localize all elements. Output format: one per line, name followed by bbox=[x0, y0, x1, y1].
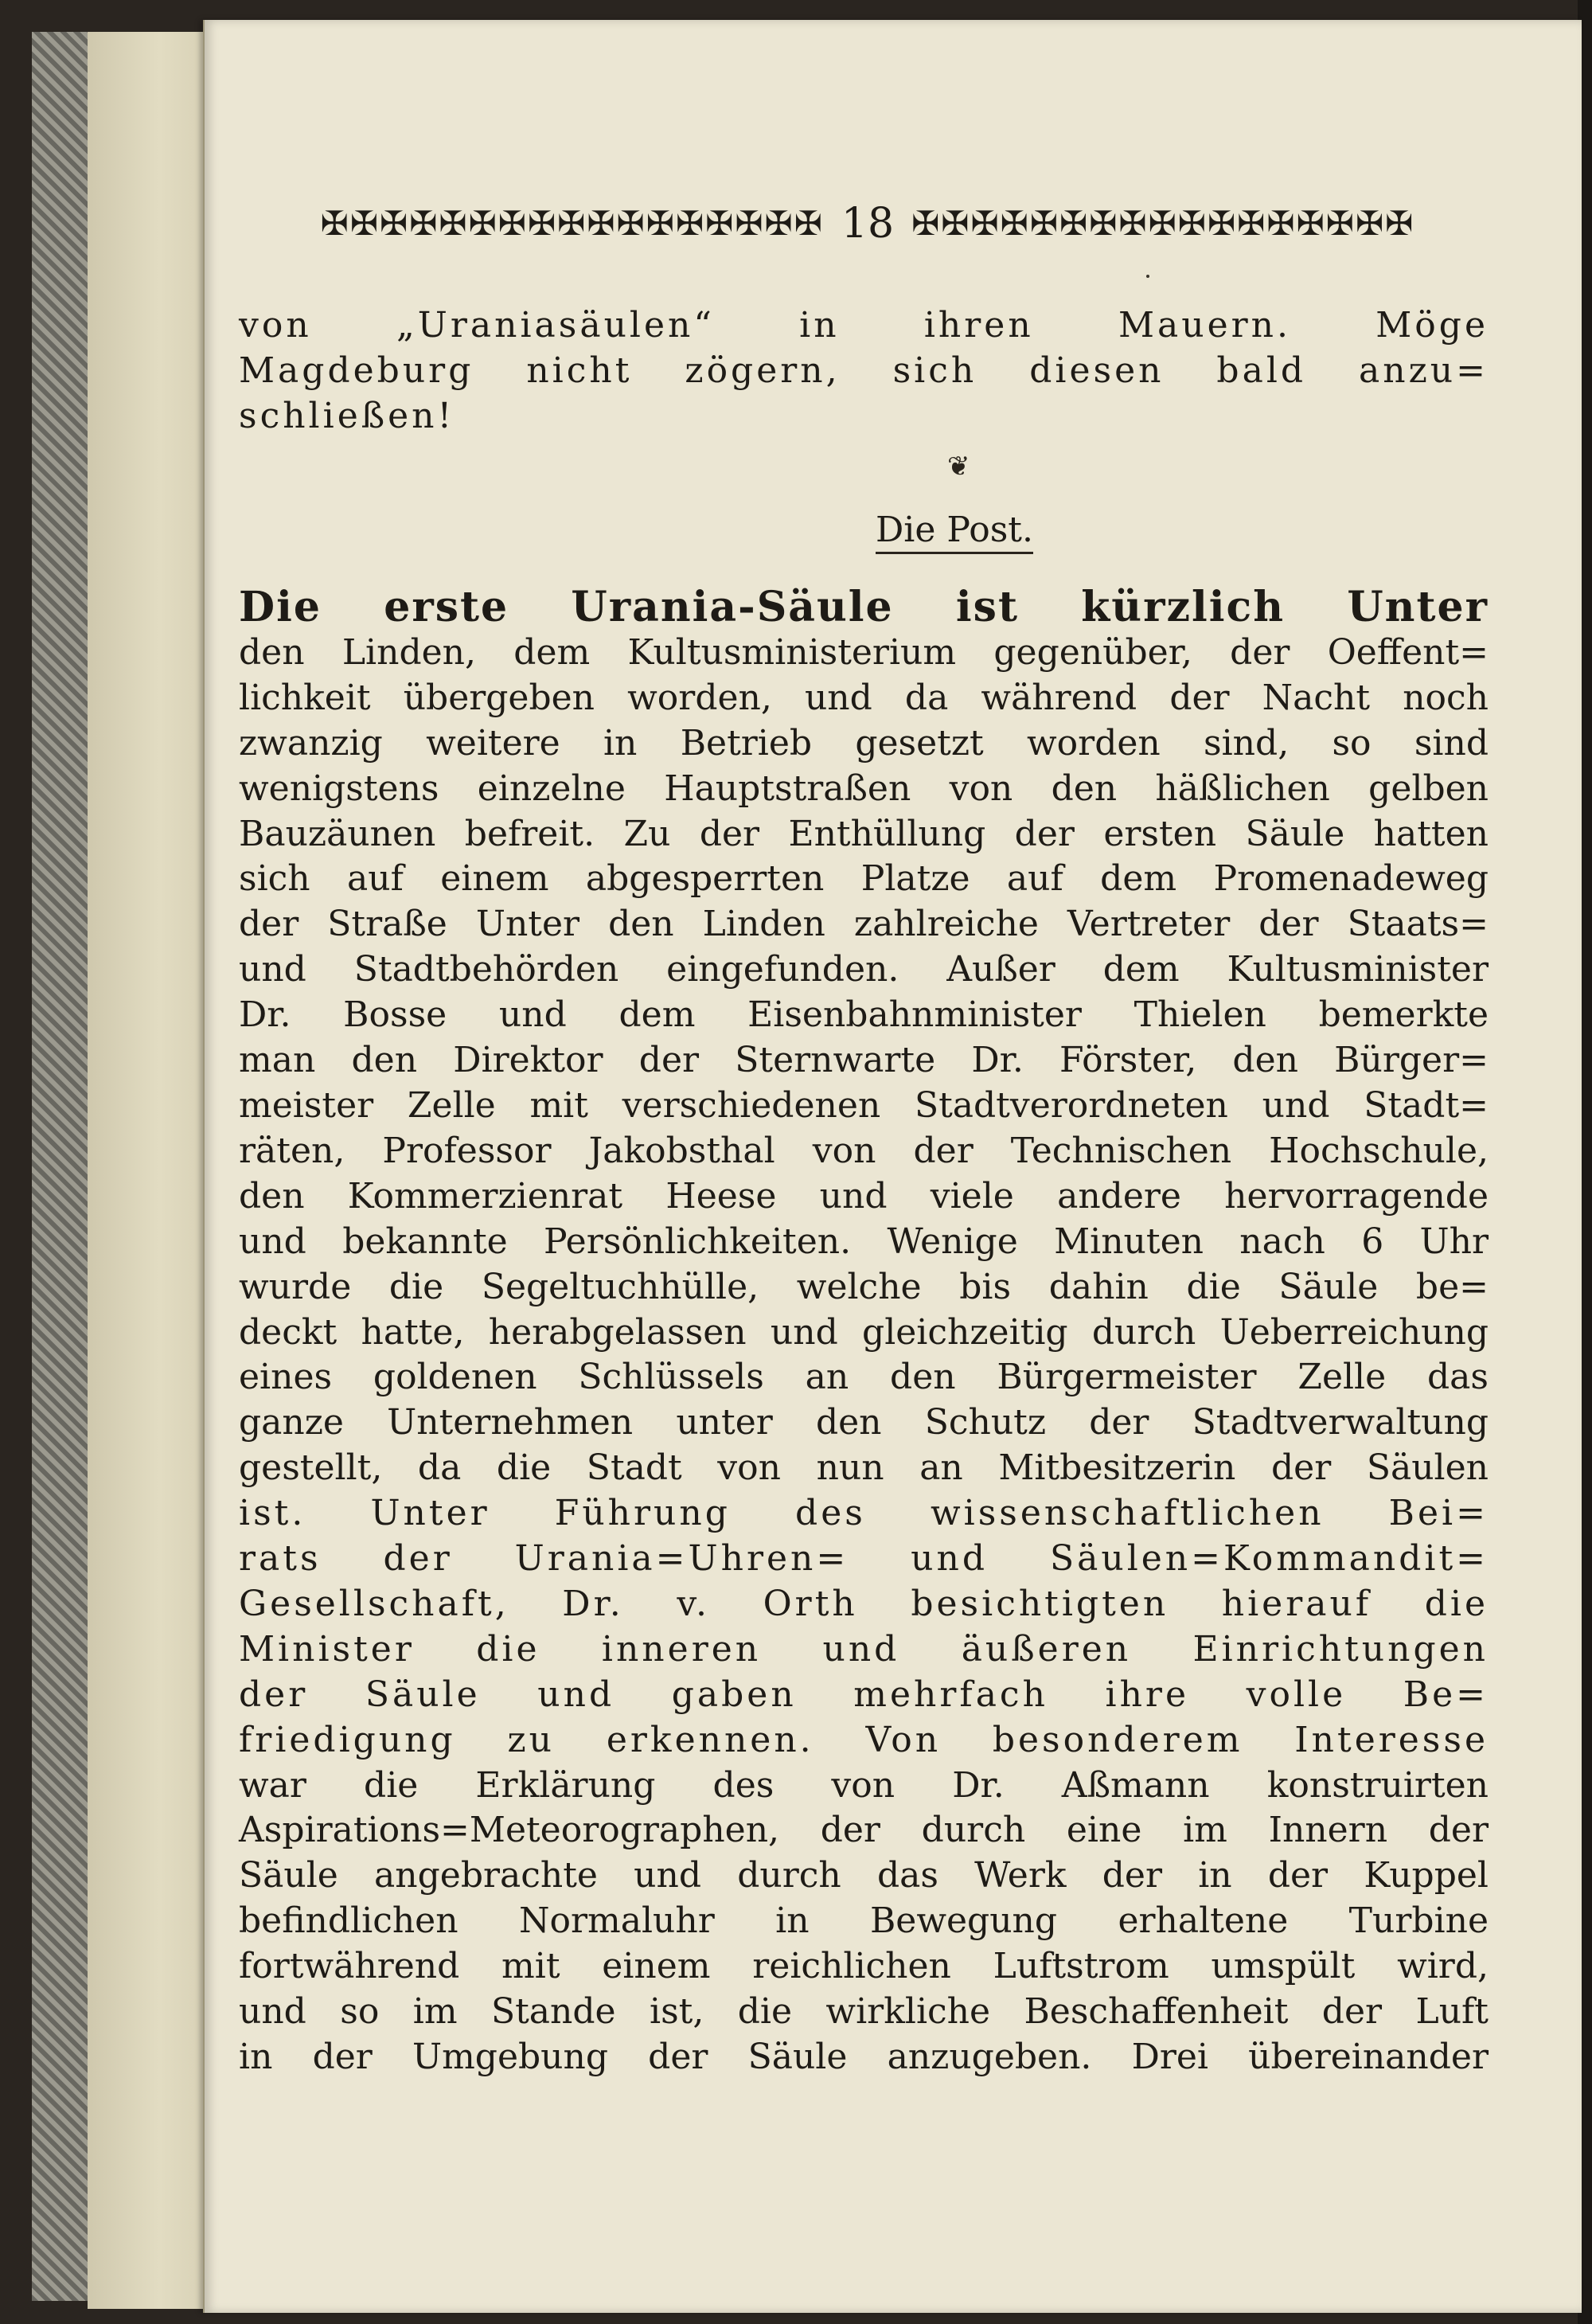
text-line: sich auf einem abgesperrten Platze auf dem Promenadeweg bbox=[239, 858, 1489, 900]
previous-page-edge bbox=[88, 32, 208, 2309]
text-line: man den Direktor der Sternwarte Dr. Förster, den Bürger= bbox=[239, 1040, 1489, 1081]
intro-paragraph bbox=[239, 303, 1489, 439]
text-line: Bauzäunen befreit. Zu der Enthüllung der ersten Säule hatten bbox=[239, 813, 1489, 854]
ink-speck bbox=[1146, 275, 1149, 278]
text-line: befindlichen Normaluhr in Bewegung erhaltene Turbine bbox=[239, 1900, 1489, 1942]
text-line: räten, Professor Jakobsthal von der Technischen Hochschule, bbox=[239, 1130, 1489, 1171]
text-line: wurde die Segeltuchhülle, welche bis dahin die Säule be= bbox=[239, 1266, 1489, 1307]
text-line: eines goldenen Schlüssels an den Bürgermeister Zelle das bbox=[239, 1357, 1489, 1398]
header-ornament-right: ✠✠✠✠✠✠✠✠✠✠✠✠✠✠✠✠✠ bbox=[911, 204, 1415, 243]
text-line: ganze Unternehmen unter den Schutz der Stadtverwaltung bbox=[239, 1402, 1489, 1443]
text-line: und bekannte Persönlichkeiten. Wenige Minuten nach 6 Uhr bbox=[239, 1221, 1489, 1262]
header-ornament-left: ✠✠✠✠✠✠✠✠✠✠✠✠✠✠✠✠✠ bbox=[320, 204, 824, 243]
text-line: den Linden, dem Kultusministerium gegenüber, der Oeffent= bbox=[239, 631, 1489, 673]
book-binding bbox=[32, 32, 90, 2301]
text-line: meister Zelle mit verschiedenen Stadtverordneten und Stadt= bbox=[239, 1084, 1489, 1126]
text-line: und so im Stande ist, die wirkliche Beschaffenheit der Luft bbox=[239, 1991, 1489, 2033]
text-line: Minister die inneren und äußeren Einrichtungen bbox=[239, 1628, 1489, 1670]
text-line: Magdeburg nicht zögern, sich diesen bald anzu= bbox=[239, 350, 1489, 391]
text-line: lichkeit übergeben worden, und da während der Nacht noch bbox=[239, 677, 1489, 718]
text-line: der Säule und gaben mehrfach ihre volle Be= bbox=[239, 1674, 1489, 1715]
section-title: Die Post. bbox=[876, 510, 1033, 554]
text-line: friedigung zu erkennen. Von besonderem Interesse bbox=[239, 1719, 1489, 1760]
text-line: fortwährend mit einem reichlichen Luftstrom umspült wird, bbox=[239, 1946, 1489, 1987]
text-line: zwanzig weitere in Betrieb gesetzt worden sind, so sind bbox=[239, 722, 1489, 764]
article-headline-line: Die erste Urania-Säule ist kürzlich Unter bbox=[239, 583, 1489, 631]
text-line: schließen! bbox=[239, 396, 455, 436]
text-line: Gesellschaft, Dr. v. Orth besichtigten hierauf die bbox=[239, 1583, 1489, 1624]
text-line: ist. Unter Führung des wissenschaftlichen Bei= bbox=[239, 1493, 1489, 1534]
section-ornament-icon: ❦ bbox=[947, 451, 970, 482]
text-line: Dr. Bosse und dem Eisenbahnminister Thielen bemerkte bbox=[239, 994, 1489, 1036]
text-line: der Straße Unter den Linden zahlreiche Vertreter der Staats= bbox=[239, 904, 1489, 945]
text-line: Säule angebrachte und durch das Werk der in der Kuppel bbox=[239, 1855, 1489, 1896]
page-number: 18 bbox=[841, 200, 895, 248]
text-line: in der Umgebung der Säule anzugeben. Drei übereinander bbox=[239, 2037, 1489, 2077]
text-line: gestellt, da die Stadt von nun an Mitbesitzerin der Säulen bbox=[239, 1447, 1489, 1489]
article-body bbox=[239, 585, 1489, 2080]
page-header bbox=[247, 200, 1489, 248]
text-line: deckt hatte, herabgelassen und gleichzeitig durch Ueberreichung bbox=[239, 1311, 1489, 1353]
text-line: rats der Urania=Uhren= und Säulen=Kommandit= bbox=[239, 1538, 1489, 1580]
text-line: Aspirations=Meteorographen, der durch eine im Innern der bbox=[239, 1810, 1489, 1851]
text-line: den Kommerzienrat Heese und viele andere hervorragende bbox=[239, 1175, 1489, 1217]
text-line: war die Erklärung des von Dr. Aßmann konstruirten bbox=[239, 1764, 1489, 1806]
text-line: und Stadtbehörden eingefunden. Außer dem Kultusminister bbox=[239, 949, 1489, 990]
text-line: von „Uraniasäulen“ in ihren Mauern. Möge bbox=[239, 305, 1489, 346]
text-line: wenigstens einzelne Hauptstraßen von den häßlichen gelben bbox=[239, 768, 1489, 809]
